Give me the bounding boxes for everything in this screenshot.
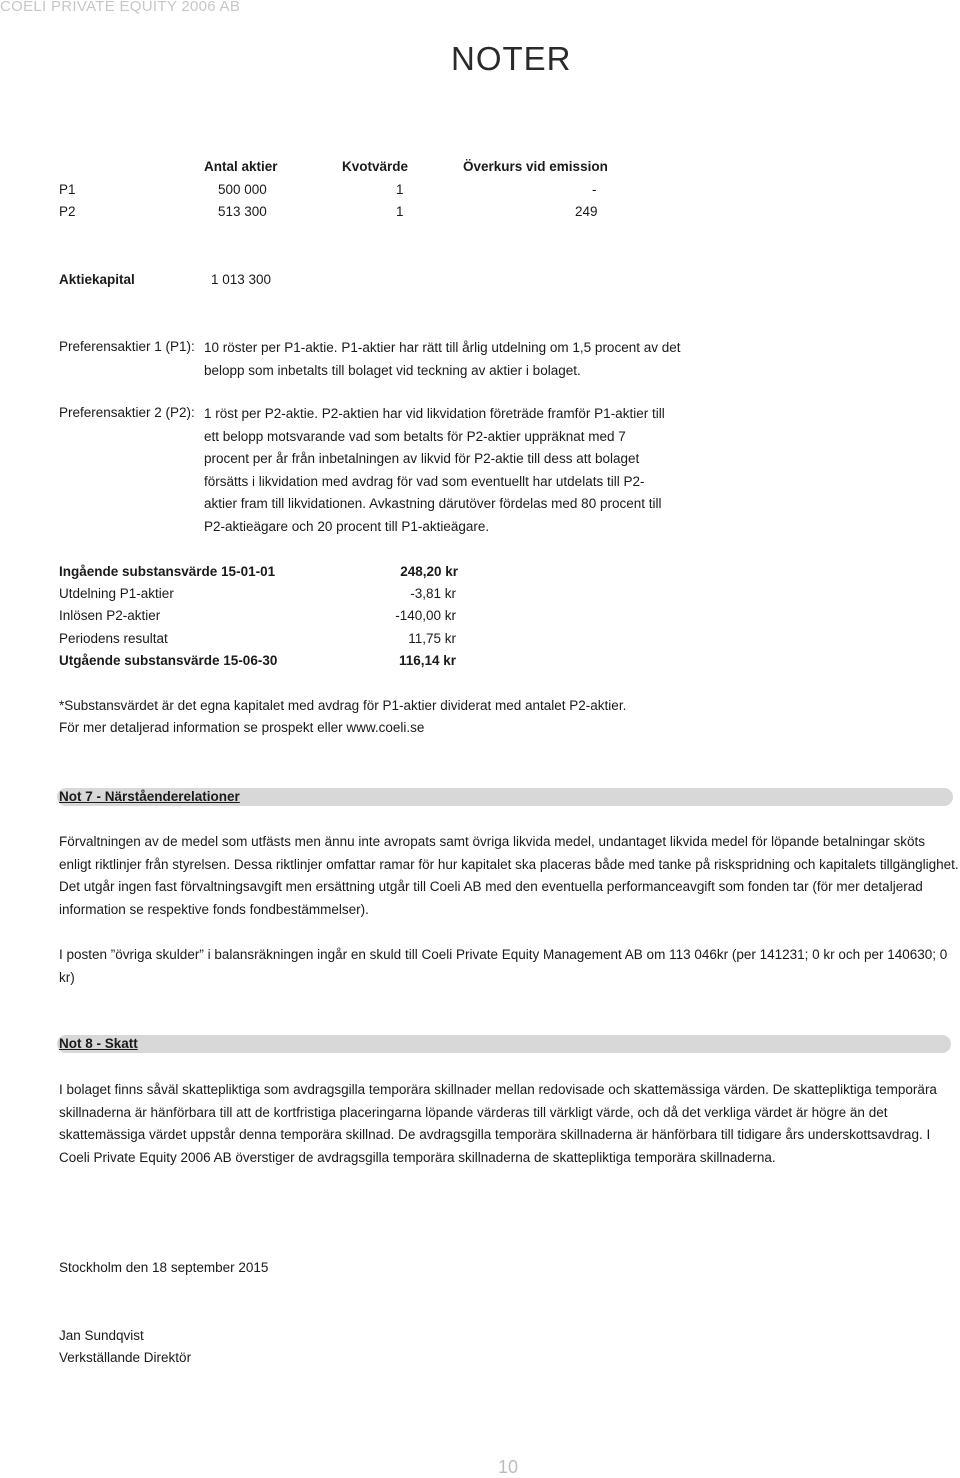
footnote-line1: *Substansvärdet är det egna kapitalet med avdrag för P1-aktier dividerat med antalet P2-aktier. <box>59 698 627 713</box>
column-header-antal: Antal aktier <box>204 159 278 174</box>
substans-value: 248,20 kr <box>400 564 458 579</box>
cell-overkurs: - <box>592 182 597 197</box>
column-header-overkurs: Överkurs vid emission <box>463 159 608 174</box>
cell-antal: 513 300 <box>218 204 267 219</box>
note7-heading: Not 7 - Närståenderelationer <box>59 789 240 804</box>
cell-overkurs: 249 <box>575 204 598 219</box>
pref2-label: Preferensaktier 2 (P2): <box>59 405 195 420</box>
note7-paragraph2: I posten ”övriga skulder” i balansräkningen ingår en skuld till Coeli Private Equity Management AB om 113 046kr (per 141231; 0 kr och per 140630; 0 kr) <box>59 947 948 985</box>
signature-role: Verkställande Direktör <box>59 1350 192 1365</box>
substans-label: Periodens resultat <box>59 631 168 646</box>
substans-value: 11,75 kr <box>408 631 456 646</box>
signature-place-date: Stockholm den 18 september 2015 <box>59 1260 269 1275</box>
row-label: P2 <box>59 204 76 219</box>
substans-value: -140,00 kr <box>395 608 456 623</box>
row-label: P1 <box>59 182 76 197</box>
column-header-kvotvarde: Kvotvärde <box>342 159 409 174</box>
cell-kvot: 1 <box>396 182 404 197</box>
substans-label: Ingående substansvärde 15-01-01 <box>59 564 276 579</box>
aktiekapital-value: 1 013 300 <box>211 272 272 287</box>
pref1-label: Preferensaktier 1 (P1): <box>59 339 195 354</box>
page-number: 10 <box>498 1457 519 1477</box>
signature-name: Jan Sundqvist <box>59 1328 144 1343</box>
company-header: COELI PRIVATE EQUITY 2006 AB <box>0 0 241 15</box>
note8-heading-bar <box>57 1035 951 1053</box>
substans-label: Inlösen P2-aktier <box>59 608 161 623</box>
note7-paragraph1: Förvaltningen av de medel som utfästs men ännu inte avropats samt övriga likvida medel, undantaget likvida medel för löpande betalningar sköts enligt riktlinjer från styrelsen. Dessa riktlinjer omfattar ramar för hur kapitalet ska placeras både med tanke på riskspridning och kapitalets tillgänglighet. Det utgår ingen fast förvaltningsavgift men ersättning utgår till Coeli AB med den eventuella performanceavgift som fonden tar (för mer detaljerad information se respektive fonds fondbestämmelser). <box>59 834 959 918</box>
cell-antal: 500 000 <box>218 182 267 197</box>
note8-paragraph: I bolaget finns såväl skattepliktiga som avdragsgilla temporära skillnader mellan redovisade och skattemässiga värden. De skattepliktiga temporära skillnaderna är hänförbara till att de kortfristiga placeringarna löpande värderas till värkligt värde, och då det verkliga värdet är högre än det skattemässiga värdet uppstår denna temporära skillnad. De avdragsgilla temporära skillnaderna är hänförbara till tidigare års underskottsavdrag. I Coeli Private Equity 2006 AB överstiger de avdragsgilla temporära skillnaderna de skattepliktiga temporära skillnaderna. <box>59 1082 937 1166</box>
note8-heading: Not 8 - Skatt <box>59 1036 138 1051</box>
substans-value: 116,14 kr <box>398 653 456 668</box>
page-title: NOTER <box>451 40 572 77</box>
pref2-text: 1 röst per P2-aktie. P2-aktien har vid likvidation företräde framför P1-aktier till ett belopp motsvarande vad som betalts för P2-aktier uppräknat med 7 procent per år från inbetalningen av likvid för P2-aktie till dess att bolaget försätts i likvidation med avdrag för vad som eventuellt har utdelats till P2-aktier fram till likvidationen. Avkastning därutöver fördelas med 80 procent till P2-aktieägare och 20 procent till P1-aktieägare. <box>204 406 665 534</box>
substans-label: Utgående substansvärde 15-06-30 <box>59 653 278 668</box>
pref1-text: 10 röster per P1-aktie. P1-aktier har rätt till årlig utdelning om 1,5 procent av det belopp som inbetalts till bolaget vid teckning av aktier i bolaget. <box>204 340 681 378</box>
substans-label: Utdelning P1-aktier <box>59 586 174 601</box>
cell-kvot: 1 <box>396 204 404 219</box>
aktiekapital-label: Aktiekapital <box>59 272 135 287</box>
substans-value: -3,81 kr <box>410 586 456 601</box>
note7-heading-bar <box>57 788 953 806</box>
footnote-line2: För mer detaljerad information se prospekt eller www.coeli.se <box>59 720 425 735</box>
